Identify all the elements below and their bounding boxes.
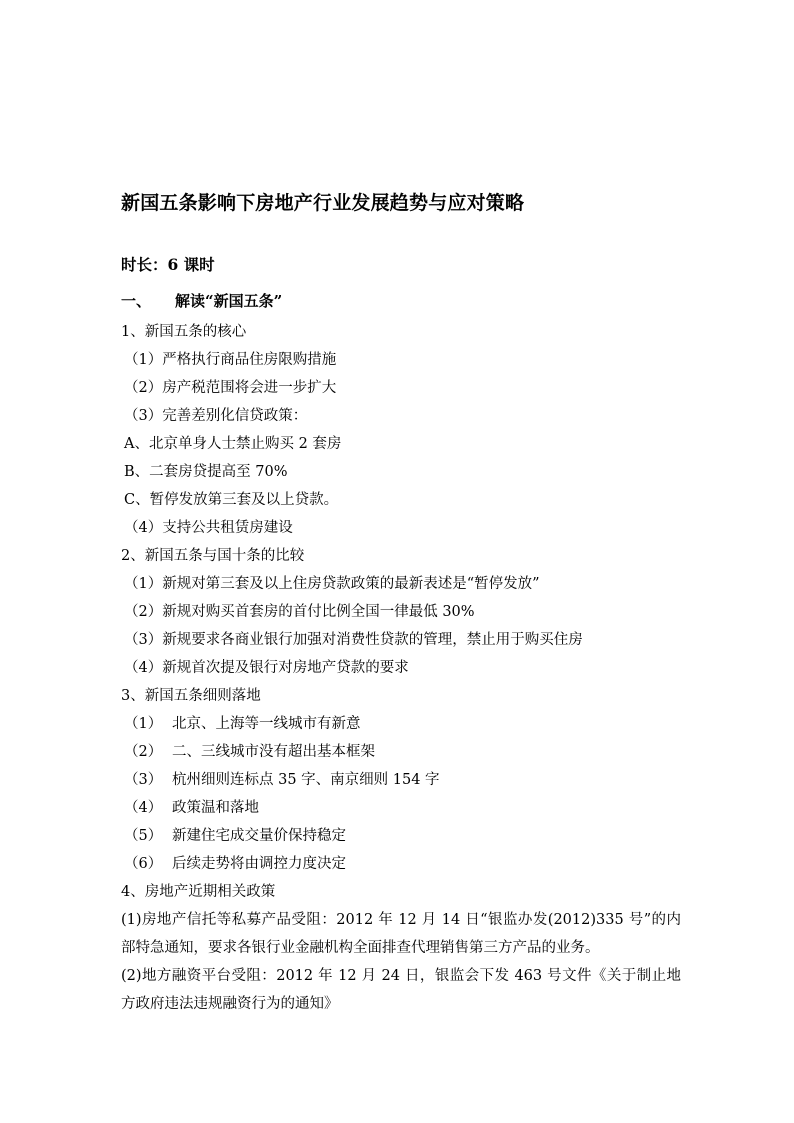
policy-paragraph: (1)房地产信托等私募产品受阻：2012 年 12 月 14 日“银监办发(2012)335 号”的内部特急通知，要求各银行业金融机构全面排查代理销售第三方产品的业务。	[121, 912, 681, 956]
item-number: （4）	[124, 800, 163, 816]
list-item	[121, 850, 681, 878]
item-text: 后续走势将由调控力度决定	[172, 856, 346, 872]
list-item	[121, 822, 681, 850]
list-item: （2）新规对购买首套房的首付比例全国一律最低 30%	[124, 604, 475, 620]
list-item: A、北京单身人士禁止购买 2 套房	[124, 436, 342, 452]
heading-recent-policies: 4、房地产近期相关政策	[121, 884, 276, 900]
item-text: 北京、上海等一线城市有新意	[172, 716, 361, 732]
list-item: （4）支持公共租赁房建设	[124, 520, 293, 536]
section-heading-1	[121, 290, 282, 311]
item-text: 二、三线城市没有超出基本框架	[172, 744, 375, 760]
heading-comparison: 2、新国五条与国十条的比较	[121, 548, 305, 564]
document-body	[121, 318, 681, 1018]
course-duration: 时长：6 课时	[121, 255, 215, 274]
heading-rules: 3、新国五条细则落地	[121, 688, 261, 704]
item-number: （2）	[124, 744, 163, 760]
item-text: 政策温和落地	[172, 800, 259, 816]
policy-paragraph: (2)地方融资平台受阻：2012 年 12 月 24 日，银监会下发 463 号文件《关于制止地方政府违法违规融资行为的通知》	[121, 968, 681, 1012]
list-item	[121, 766, 681, 794]
list-item	[121, 794, 681, 822]
list-item: （4）新规首次提及银行对房地产贷款的要求	[124, 660, 409, 676]
list-item: （3）完善差别化信贷政策：	[124, 408, 308, 424]
list-item: B、二套房贷提高至 70%	[124, 464, 288, 480]
heading-core: 1、新国五条的核心	[121, 324, 247, 340]
item-text: 杭州细则连标点 35 字、南京细则 154 字	[172, 772, 440, 788]
list-item: （3）新规要求各商业银行加强对消费性贷款的管理，禁止用于购买住房	[124, 632, 583, 648]
document-title: 新国五条影响下房地产行业发展趋势与应对策略	[121, 192, 525, 214]
item-number: （1）	[124, 716, 163, 732]
list-item: C、暂停发放第三套及以上贷款。	[124, 492, 339, 508]
item-number: （6）	[124, 856, 163, 872]
list-item: （1）严格执行商品住房限购措施	[124, 352, 337, 368]
section-label: 解读“新国五条”	[175, 292, 283, 310]
list-item: （2）房产税范围将会进一步扩大	[124, 380, 337, 396]
list-item	[121, 738, 681, 766]
item-number: （5）	[124, 828, 163, 844]
item-number: （3）	[124, 772, 163, 788]
list-item: （1）新规对第三套及以上住房贷款政策的最新表述是“暂停发放”	[124, 576, 540, 592]
list-item	[121, 710, 681, 738]
item-text: 新建住宅成交量价保持稳定	[172, 828, 346, 844]
section-number: 一、	[121, 292, 152, 310]
